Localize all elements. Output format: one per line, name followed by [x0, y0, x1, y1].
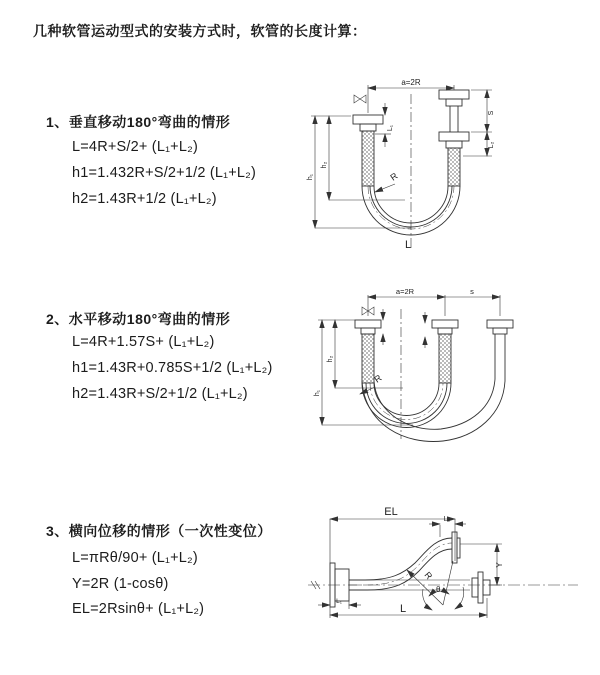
dim-label-s: s [470, 287, 474, 296]
radius-label: R [422, 569, 435, 582]
dim-label-el: EL [384, 506, 398, 518]
metal-end-arrows [383, 309, 425, 348]
right-flange-fitting [487, 320, 513, 378]
dim-label-l2: L₂ [443, 516, 451, 523]
section3-formula-Y: Y=2R (1-cosθ) [72, 576, 169, 592]
hose-displaced-s-curve [349, 538, 452, 590]
length-label: L [405, 239, 412, 251]
dim-label-a2r: a=2R [401, 78, 421, 87]
left-flange-fitting [353, 115, 383, 186]
section3-formula-L: L=πRθ/90+ (L₁+L₂) [72, 550, 198, 566]
dim-label-l1: L₁ [387, 124, 394, 132]
dim-label-h2: h₂ [321, 161, 328, 169]
dimension-a2r-s [368, 295, 500, 316]
section2-heading: 2、水平移动180°弯曲的情形 [46, 311, 231, 327]
diagram-horizontal-180-bend [313, 283, 558, 463]
right-flange-fitting [439, 90, 469, 186]
section1-heading: 1、垂直移动180°弯曲的情形 [46, 114, 231, 130]
dimension-el [330, 519, 455, 563]
section2-formula-h2: h2=1.43R+S/2+1/2 (L₁+L₂) [72, 386, 248, 402]
upper-flange-displaced [452, 532, 460, 563]
dim-label-l1: L₁ [336, 598, 342, 605]
section2-formula-h1: h1=1.43R+0.785S+1/2 (L₁+L₂) [72, 360, 273, 376]
diagram-vertical-180-bend [305, 70, 555, 260]
dimension-l2 [429, 524, 466, 537]
middle-flange-fitting [432, 320, 458, 383]
section2-formula-L: L=4R+1.57S+ (L₁+L₂) [72, 334, 215, 350]
valve-icon [354, 95, 366, 103]
dim-label-h2: h₂ [327, 355, 334, 363]
dim-label-h1: h₁ [307, 173, 314, 181]
diagram-lateral-displacement [303, 503, 588, 653]
section1-formula-h1: h1=1.432R+S/2+1/2 (L₁+L₂) [72, 165, 257, 181]
radius-label: R [372, 372, 384, 385]
dim-label-a2r: a=2R [395, 287, 415, 296]
dim-label-s: S [488, 110, 495, 116]
dimension-l [330, 598, 487, 618]
hose-u-bend-displaced [362, 378, 505, 442]
radius-label: R [388, 170, 400, 183]
section1-formula-L: L=4R+S/2+ (L₁+L₂) [72, 139, 198, 155]
dim-label-h1: h₁ [314, 389, 321, 397]
dim-label-l2: L₂ [488, 141, 495, 149]
angle-label: θ [436, 585, 441, 594]
length-label: L [399, 603, 407, 615]
radius-leader [375, 184, 395, 192]
page-title: 几种软管运动型式的安装方式时，软管的长度计算： [33, 23, 367, 39]
section1-formula-h2: h2=1.43R+1/2 (L₁+L₂) [72, 191, 217, 207]
dimension-h1-h2 [311, 116, 411, 228]
dim-label-y: Y [495, 562, 504, 568]
section3-formula-EL: EL=2Rsinθ+ (L₁+L₂) [72, 601, 205, 617]
section3-heading: 3、横向位移的情形（一次性变位） [46, 523, 272, 539]
